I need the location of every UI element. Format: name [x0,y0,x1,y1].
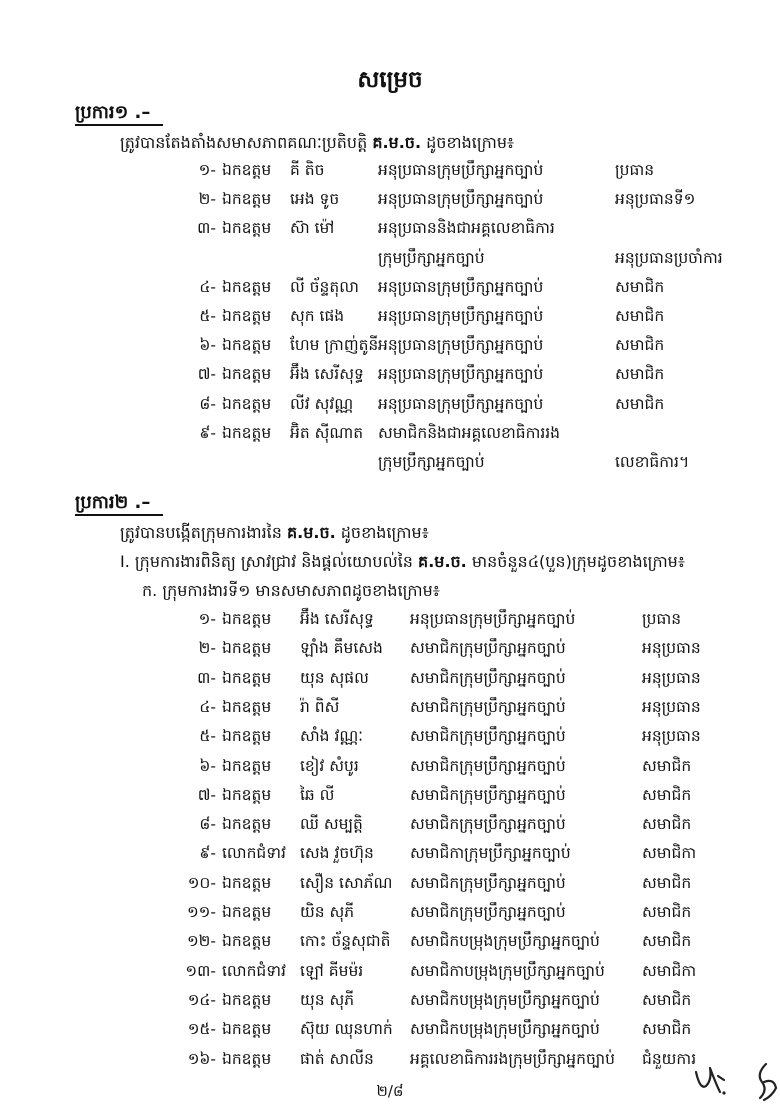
member-row [0,843,780,867]
member-position: អនុប្រធាន [642,727,701,746]
member-name: ផាត់ សាលីន [300,1049,374,1068]
member-position: អនុប្រធាន [642,697,701,716]
member-row [0,697,780,721]
member-name: សាំង វណ្ណៈ [300,727,364,746]
member-row [0,931,780,955]
member-role: អនុប្រធានក្រុមប្រឹក្សាអ្នកច្បាប់ [378,365,544,384]
intro-abbrev: គ.ម.ច. [372,133,422,152]
member-number: ១៣- [185,961,216,980]
member-number: ១- [198,610,216,628]
member-title: ឯកឧត្តម [222,639,272,658]
member-title: ឯកឧត្តម [222,277,272,296]
intro-abbrev: គ.ម.ច. [286,523,336,542]
member-name: ស៊ា ម៉ៅ [290,219,335,238]
member-title: ឯកឧត្តម [222,932,272,951]
member-title: ឯកឧត្តម [222,394,272,413]
member-number: ២- [198,639,216,658]
page-number: ២/៨ [376,1082,404,1100]
member-role: សមាជិកក្រុមប្រឹក្សាអ្នកច្បាប់ [410,668,566,687]
member-position: សមាជិក [642,1020,692,1039]
member-name: លី ច័ន្ទតុលា [290,277,359,296]
member-number: ១១- [186,903,216,921]
member-position: អនុប្រធានប្រចាំការ [615,248,723,267]
member-position: សមាជិក [615,394,665,413]
member-row [0,990,780,1014]
member-role: សមាជិកក្រុមប្រឹក្សាអ្នកច្បាប់ [410,727,566,746]
member-title: ឯកឧត្តម [222,219,272,238]
member-name: សឿន សោភ័ណ [300,873,393,892]
member-role-line2: ក្រុមប្រឹក្សាអ្នកច្បាប់ [378,452,485,471]
member-row [0,423,780,471]
intro-text: ត្រូវបានតែងតាំងសមាសភាពគណៈប្រតិបត្តិ [120,133,373,152]
member-role: សមាជិកក្រុមប្រឹក្សាអ្នកច្បាប់ [410,756,566,775]
member-row [0,160,780,184]
member-title: ឯកឧត្តម [222,423,272,442]
section-i-heading [120,551,685,575]
member-title: ឯកឧត្តម [222,1020,272,1039]
member-role: អនុប្រធានក្រុមប្រឹក្សាអ្នកច្បាប់ [410,610,576,628]
article-1-intro [120,132,514,156]
member-name: គី តិច [290,161,325,179]
member-role: អគ្គលេខាធិការរងក្រុមប្រឹក្សាអ្នកច្បាប់ [410,1049,615,1068]
signature-initial-1 [690,1062,728,1098]
member-row [0,961,780,985]
member-row [0,814,780,838]
member-number: ៧- [197,365,216,384]
member-title: ឯកឧត្តម [222,610,272,628]
member-name: ខៀវ សំបូរ [300,756,359,775]
member-number: ១២- [186,932,216,951]
member-role: សមាជិកក្រុមប្រឹក្សាអ្នកច្បាប់ [410,873,566,892]
member-position: សមាជិកា [642,961,697,980]
member-role-line2: ក្រុមប្រឹក្សាអ្នកច្បាប់ [378,248,485,267]
member-row [0,1019,780,1043]
member-number: ៩- [199,844,216,863]
member-row [0,873,780,897]
member-number: ៣- [197,668,216,687]
member-name: យិន សុភី [300,903,355,921]
member-name: លីវ សុវណ្ណ [290,394,354,413]
member-role: សមាជិកបម្រុងក្រុមប្រឹក្សាអ្នកច្បាប់ [410,1020,600,1039]
section-abbrev: គ.ម.ច. [418,552,467,571]
member-title: ឯកឧត្តម [222,307,272,325]
member-title: ឯកឧត្តម [222,1049,272,1068]
member-row [0,668,780,692]
member-position: សមាជិក [615,277,665,296]
member-title: ឯកឧត្តម [222,785,272,804]
member-name: ឆៃ លី [300,785,335,804]
member-name: កោះ ច័ន្ទសុជាតិ [300,932,391,951]
intro-text-end: ដូចខាងក្រោម៖ [335,523,429,542]
section-text-end: មានចំនួន៤(បួន)ក្រុមដូចខាងក្រោម៖ [466,552,685,571]
member-position: ប្រធាន [615,161,655,179]
member-title: ឯកឧត្តម [222,756,272,775]
member-role: សមាជិកនិងជាអគ្គលេខាធិការរង [378,423,561,442]
member-role: សមាជិកបម្រុងក្រុមប្រឹក្សាអ្នកច្បាប់ [410,932,600,951]
member-name: យុន សុភី [300,990,355,1009]
member-position: សមាជិក [642,815,692,834]
member-number: ៥- [199,307,216,325]
member-position: អនុប្រធានទី១ [615,190,696,209]
intro-text: ត្រូវបានបង្កើតក្រុមការងារនៃ [120,523,287,542]
member-title: ឯកឧត្តម [222,873,272,892]
member-position: សមាជិកា [642,844,697,863]
member-title: ឯកឧត្តម [222,161,272,179]
member-name: សេង វួចហ៊ុន [300,844,374,863]
member-title: ឯកឧត្តម [222,365,272,384]
member-role: សមាជិកាបម្រុងក្រុមប្រឹក្សាអ្នកច្បាប់ [410,961,605,980]
member-title: ឯកឧត្តម [222,903,272,921]
member-number: ៦- [199,336,216,355]
member-name: អេង ទូច [290,190,340,209]
member-number: ២- [198,190,216,209]
member-position: អនុប្រធាន [642,639,701,658]
member-row [0,218,780,267]
article-1-heading: ប្រការ១ .– [75,102,151,123]
member-position: អនុប្រធាន [642,668,701,687]
member-role: អនុប្រធានក្រុមប្រឹក្សាអ្នកច្បាប់ [378,307,544,325]
member-position: ប្រធាន [642,610,682,628]
member-name: ឈី សម្បត្តិ [300,815,363,834]
member-position: សមាជិក [642,932,692,951]
member-number: ៤- [199,277,216,296]
member-position: សមាជិក [642,903,692,921]
member-row [0,638,780,662]
member-number: ៦- [199,756,216,775]
member-role: សមាជិកក្រុមប្រឹក្សាអ្នកច្បាប់ [410,639,566,658]
member-role: អនុប្រធានក្រុមប្រឹក្សាអ្នកច្បាប់ [378,161,544,179]
member-name: រ៉ា ពិសី [300,697,340,716]
member-role: អនុប្រធានក្រុមប្រឹក្សាអ្នកច្បាប់ [378,394,544,413]
member-row [0,306,780,330]
member-role: អនុប្រធានក្រុមប្រឹក្សាអ្នកច្បាប់ [378,336,544,355]
member-name: ឡៅ គីមម៉រ [300,961,364,980]
member-row [0,277,780,301]
page-title: សម្រេច [357,67,423,93]
member-number: ៩- [199,423,216,442]
article-2-intro [120,522,429,546]
member-row [0,1049,780,1073]
member-role: អនុប្រធាននិងជាអគ្គលេខាធិការ [378,219,555,238]
member-role: អនុប្រធានក្រុមប្រឹក្សាអ្នកច្បាប់ [378,277,544,296]
member-position: សមាជិក [642,990,692,1009]
member-number: ១- [198,161,216,179]
member-row [0,394,780,418]
member-title: ឯកឧត្តម [222,990,272,1009]
member-number: ១៦- [187,1049,216,1068]
member-number: ១៤- [187,990,216,1009]
member-title: ឯកឧត្តម [222,190,272,209]
member-position: ជំនួយការ [642,1049,697,1068]
member-title: ឯកឧត្តម [222,697,272,716]
article-2-heading: ប្រការ២ .– [75,492,151,513]
member-name: យុន សុផល [300,668,369,687]
member-number: ៣- [197,219,216,238]
member-number: ១៥- [187,1020,216,1039]
member-title: ឯកឧត្តម [222,336,272,355]
member-role: សមាជិកក្រុមប្រឹក្សាអ្នកច្បាប់ [410,697,566,716]
member-title: លោកជំទាវ [222,844,286,863]
member-position: សមាជិក [642,756,692,775]
member-role: សមាជិកបម្រុងក្រុមប្រឹក្សាអ្នកច្បាប់ [410,990,600,1009]
section-text: I. ក្រុមការងារពិនិត្យ ស្រាវជ្រាវ និងផ្តល់យោបល់នៃ [120,552,419,571]
member-name: អ៊ិត ស៊ីណាត [290,423,364,442]
member-row [0,785,780,809]
member-name: ស៊ុយ ឈុនហាក់ [300,1020,393,1039]
member-name: ឡាំង គឹមសេង [300,639,383,658]
member-title: ឯកឧត្តម [222,727,272,746]
member-row [0,609,780,633]
member-row [0,189,780,213]
member-row [0,364,780,388]
member-title: លោកជំទាវ [222,961,286,980]
member-position: សមាជិក [615,365,665,384]
member-number: ៤- [199,697,216,716]
article-1-underline [75,124,163,126]
member-row [0,756,780,780]
member-row [0,902,780,926]
member-position: លេខាធិការ។ [615,452,690,471]
member-role: សមាជិកាក្រុមប្រឹក្សាអ្នកច្បាប់ [410,844,571,863]
member-role: អនុប្រធានក្រុមប្រឹក្សាអ្នកច្បាប់ [378,190,544,209]
member-position: សមាជិក [642,785,692,804]
member-number: ៨- [199,394,216,413]
article-2-underline [75,514,163,516]
intro-text-end: ដូចខាងក្រោម៖ [421,133,515,152]
signature-initial-2 [752,1060,780,1104]
member-position: សមាជិក [615,336,665,355]
subsection-heading: ក. ក្រុមការងារទី១ មានសមាសភាពដូចខាងក្រោម៖ [142,581,440,600]
member-number: ៧- [197,785,216,804]
member-position: សមាជិក [642,873,692,892]
member-number: ១០- [187,873,216,892]
member-row [0,335,780,359]
member-name: អ៊ឹង សេរីសុទ្ធ [300,610,374,628]
member-number: ៥- [199,727,216,746]
member-name: សុក ផេង [290,307,345,325]
member-name: ហែម ក្រាញ់តូនី [290,336,379,355]
member-role: សមាជិកក្រុមប្រឹក្សាអ្នកច្បាប់ [410,903,566,921]
member-role: សមាជិកក្រុមប្រឹក្សាអ្នកច្បាប់ [410,785,566,804]
member-row [0,726,780,750]
member-title: ឯកឧត្តម [222,815,272,834]
member-number: ៨- [199,815,216,834]
member-name: អ៊ឹង សេរីសុទ្ធ [290,365,364,384]
member-position: សមាជិក [615,307,665,325]
member-title: ឯកឧត្តម [222,668,272,687]
member-role: សមាជិកក្រុមប្រឹក្សាអ្នកច្បាប់ [410,815,566,834]
